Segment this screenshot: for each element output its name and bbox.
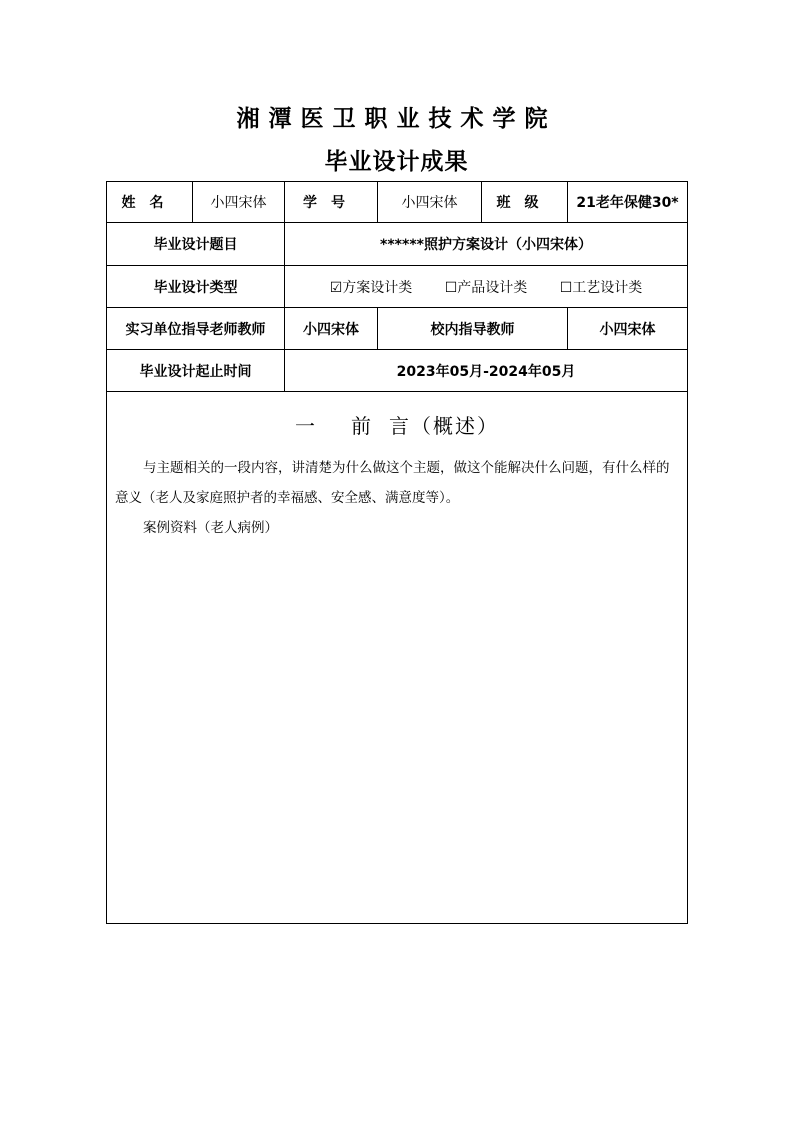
table-row-basic-info (107, 182, 688, 223)
section-heading-part2: 言（概述） (389, 414, 499, 438)
period-value: 2023年05月-2024年05月 (285, 350, 688, 392)
school-name: 湘潭医卫职业技术学院 (236, 106, 557, 132)
name-label: 姓名 (107, 182, 193, 223)
internal-advisor-label: 校内指导教师 (378, 308, 568, 350)
table-row-period (107, 350, 688, 392)
table-row-type (107, 266, 688, 308)
name-value: 小四宋体 (193, 182, 285, 223)
content-area (107, 392, 688, 924)
student-id-label: 学号 (285, 182, 378, 223)
case-paragraph: 案例资料（老人病例） (143, 520, 278, 536)
class-label: 班级 (482, 182, 568, 223)
section-heading (107, 410, 687, 439)
type-option-product[interactable]: ☐产品设计类 (444, 279, 528, 296)
intro-paragraph: 与主题相关的一段内容，讲清楚为什么做这个主题，做这个能解决什么问题，有什么样的意义（老人及家庭照护者的幸福感、安全感、满意度等）。 (115, 460, 670, 506)
external-advisor-value: 小四宋体 (285, 308, 378, 350)
section-heading-part1: 前 (351, 414, 373, 438)
student-id-value: 小四宋体 (378, 182, 482, 223)
internal-advisor-value: 小四宋体 (568, 308, 688, 350)
class-value: 21老年保健30* (568, 182, 688, 223)
table-row-advisors (107, 308, 688, 350)
topic-label: 毕业设计题目 (107, 223, 285, 266)
table-row-topic (107, 223, 688, 266)
section-number: 一 (295, 414, 317, 438)
type-label: 毕业设计类型 (107, 266, 285, 308)
type-option-plan[interactable]: ☑方案设计类 (329, 279, 413, 296)
type-option-process[interactable]: ☐工艺设计类 (559, 279, 643, 296)
type-options (285, 266, 688, 308)
table-row-body (107, 392, 688, 924)
external-advisor-label: 实习单位指导老师教师 (107, 308, 285, 350)
document-title: 毕业设计成果 (324, 149, 469, 175)
topic-value: ******照护方案设计（小四宋体） (285, 223, 688, 266)
period-label: 毕业设计起止时间 (107, 350, 285, 392)
info-table (106, 181, 688, 924)
